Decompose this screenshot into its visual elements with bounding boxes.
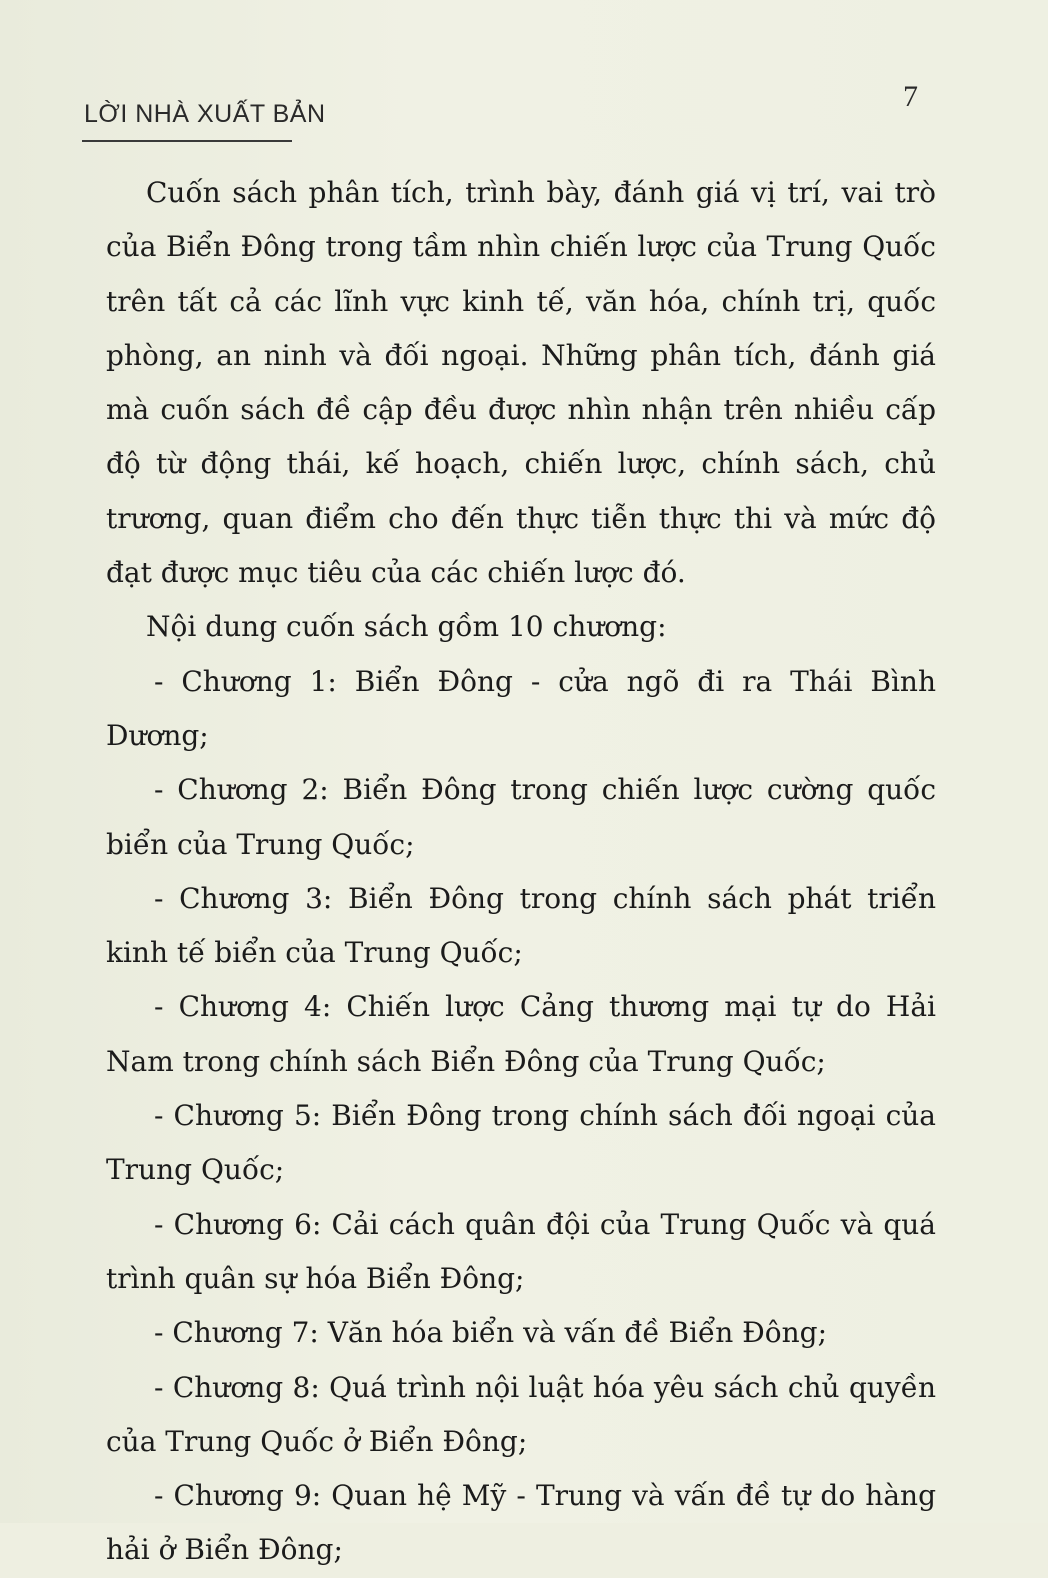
header-underline	[82, 140, 292, 142]
chapter-item-8: - Chương 8: Quá trình nội luật hóa yêu sách chủ quyền của Trung Quốc ở Biển Đông;	[106, 1370, 936, 1458]
chapter-item-7: - Chương 7: Văn hóa biển và vấn đề Biển Đông;	[154, 1316, 827, 1350]
contents-intro: Nội dung cuốn sách gồm 10 chương:	[146, 610, 667, 644]
chapter-item-1: - Chương 1: Biển Đông - cửa ngõ đi ra Thái Bình Dương;	[106, 664, 936, 752]
page-number: 7	[903, 80, 918, 113]
body-text	[106, 166, 936, 1578]
chapter-item-2: - Chương 2: Biển Đông trong chiến lược cường quốc biển của Trung Quốc;	[106, 773, 936, 861]
intro-paragraph: Cuốn sách phân tích, trình bày, đánh giá vị trí, vai trò của Biển Đông trong tầm nhìn chiến lược của Trung Quốc trên tất cả các lĩnh vực kinh tế, văn hóa, chính trị, quốc phòng, an ninh và đối ngoại. Những phân tích, đánh giá mà cuốn sách đề cập đều được nhìn nhận trên nhiều cấp độ từ động thái, kế hoạch, chiến lược, chính sách, chủ trương, quan điểm cho đến thực tiễn thực thi và mức độ đạt được mục tiêu của các chiến lược đó.	[106, 176, 936, 590]
chapter-item-9: - Chương 9: Quan hệ Mỹ - Trung và vấn đề tự do hàng hải ở Biển Đông;	[106, 1479, 936, 1567]
chapter-item-6: - Chương 6: Cải cách quân đội của Trung Quốc và quá trình quân sự hóa Biển Đông;	[106, 1207, 936, 1295]
chapter-item-5: - Chương 5: Biển Đông trong chính sách đối ngoại của Trung Quốc;	[106, 1099, 936, 1187]
chapter-item-4: - Chương 4: Chiến lược Cảng thương mại tự do Hải Nam trong chính sách Biển Đông của Trung Quốc;	[106, 990, 936, 1078]
running-header-title: LỜI NHÀ XUẤT BẢN	[84, 100, 326, 128]
chapter-item-3: - Chương 3: Biển Đông trong chính sách phát triển kinh tế biển của Trung Quốc;	[106, 881, 936, 970]
